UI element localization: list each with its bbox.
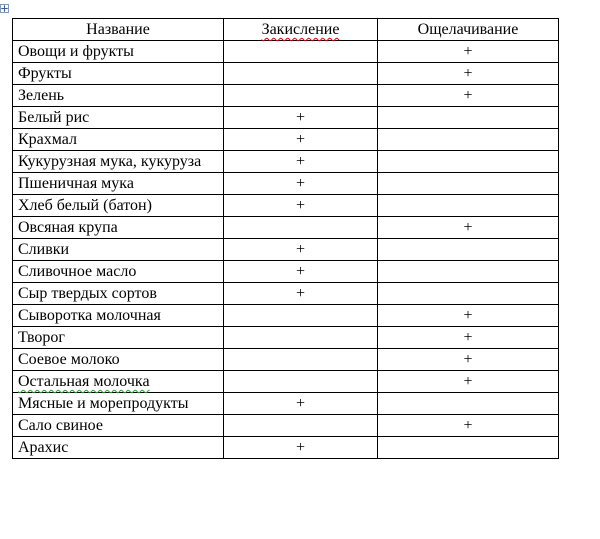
product-name: Соевое молоко <box>18 351 120 368</box>
table-row <box>13 217 559 239</box>
product-name: Сало свиное <box>18 417 103 434</box>
cell-acidification-mark: + <box>224 129 378 151</box>
cell-name <box>13 393 224 415</box>
cell-alkalization-mark <box>378 195 559 217</box>
table-header-row <box>13 19 559 41</box>
product-name: Сливочное масло <box>18 263 137 280</box>
product-name: Мясные и морепродукты <box>18 395 189 412</box>
table-row <box>13 327 559 349</box>
table-row <box>13 437 559 459</box>
cell-alkalization-mark <box>378 107 559 129</box>
product-name: Арахис <box>18 439 69 456</box>
cell-acidification-mark <box>224 327 378 349</box>
table-row <box>13 261 559 283</box>
cell-acidification-mark <box>224 85 378 107</box>
cell-acidification-mark <box>224 63 378 85</box>
cell-alkalization-mark: + <box>378 371 559 393</box>
cell-name <box>13 349 224 371</box>
cell-name <box>13 151 224 173</box>
cell-acidification-mark: + <box>224 195 378 217</box>
table-row <box>13 173 559 195</box>
cell-acidification-mark: + <box>224 239 378 261</box>
product-name: Творог <box>18 329 65 346</box>
cell-name <box>13 283 224 305</box>
cell-acidification-mark <box>224 217 378 239</box>
cell-name <box>13 327 224 349</box>
cell-alkalization-mark: + <box>378 85 559 107</box>
cell-alkalization-mark <box>378 151 559 173</box>
cell-acidification-mark: + <box>224 393 378 415</box>
table-row <box>13 283 559 305</box>
table-row <box>13 239 559 261</box>
cell-name <box>13 129 224 151</box>
food-acidity-table <box>12 18 559 459</box>
cell-alkalization-mark: + <box>378 349 559 371</box>
cell-alkalization-mark: + <box>378 305 559 327</box>
cell-alkalization-mark <box>378 393 559 415</box>
product-name: Овсяная крупа <box>18 219 118 236</box>
product-name: Кукурузная мука, кукуруза <box>18 153 202 170</box>
cell-name <box>13 217 224 239</box>
table-row <box>13 63 559 85</box>
cell-name <box>13 239 224 261</box>
cell-name <box>13 437 224 459</box>
cell-acidification-mark: + <box>224 261 378 283</box>
cell-acidification-mark: + <box>224 107 378 129</box>
table-row <box>13 85 559 107</box>
cell-name <box>13 371 224 393</box>
product-name: Крахмал <box>18 131 78 148</box>
header-alkalization: Ощелачивание <box>378 19 559 41</box>
cell-name <box>13 305 224 327</box>
table-row <box>13 305 559 327</box>
cell-name <box>13 41 224 63</box>
cell-alkalization-mark: + <box>378 63 559 85</box>
table-row <box>13 371 559 393</box>
cell-acidification-mark <box>224 371 378 393</box>
header-acidification <box>224 19 378 41</box>
cell-acidification-mark: + <box>224 173 378 195</box>
product-name: Пшеничная мука <box>18 175 134 192</box>
cell-name <box>13 173 224 195</box>
cell-alkalization-mark <box>378 283 559 305</box>
header-acidification-label: Закисление <box>261 21 340 38</box>
product-name: Зелень <box>18 87 65 104</box>
product-name: Сыворотка молочная <box>18 307 161 324</box>
table-row <box>13 415 559 437</box>
table-row <box>13 393 559 415</box>
product-name: Фрукты <box>18 65 72 82</box>
cell-name <box>13 63 224 85</box>
table-body <box>13 41 559 459</box>
cell-name <box>13 415 224 437</box>
header-name: Название <box>13 19 224 41</box>
cell-alkalization-mark <box>378 129 559 151</box>
cell-alkalization-mark <box>378 239 559 261</box>
four-arrows-move-icon <box>1 5 8 12</box>
table-row <box>13 151 559 173</box>
product-name: Белый рис <box>18 109 90 126</box>
cell-alkalization-mark: + <box>378 217 559 239</box>
cell-name <box>13 107 224 129</box>
cell-acidification-mark <box>224 305 378 327</box>
product-name: Сливки <box>18 241 70 258</box>
cell-acidification-mark <box>224 349 378 371</box>
cell-name <box>13 261 224 283</box>
cell-name <box>13 195 224 217</box>
cell-alkalization-mark: + <box>378 41 559 63</box>
table-row <box>13 107 559 129</box>
product-name: Остальная молочка <box>18 373 150 390</box>
cell-alkalization-mark: + <box>378 327 559 349</box>
product-name: Овощи и фрукты <box>18 43 134 60</box>
cell-alkalization-mark <box>378 173 559 195</box>
cell-acidification-mark: + <box>224 437 378 459</box>
cell-acidification-mark: + <box>224 151 378 173</box>
cell-alkalization-mark <box>378 261 559 283</box>
cell-acidification-mark: + <box>224 283 378 305</box>
product-name: Сыр твердых сортов <box>18 285 157 302</box>
cell-acidification-mark <box>224 415 378 437</box>
cell-alkalization-mark <box>378 437 559 459</box>
table-row <box>13 349 559 371</box>
table-row <box>13 129 559 151</box>
table-row <box>13 41 559 63</box>
cell-name <box>13 85 224 107</box>
table-row <box>13 195 559 217</box>
cell-acidification-mark <box>224 41 378 63</box>
product-name: Хлеб белый (батон) <box>18 197 152 214</box>
cell-alkalization-mark: + <box>378 415 559 437</box>
table-move-handle-icon[interactable] <box>0 4 9 13</box>
